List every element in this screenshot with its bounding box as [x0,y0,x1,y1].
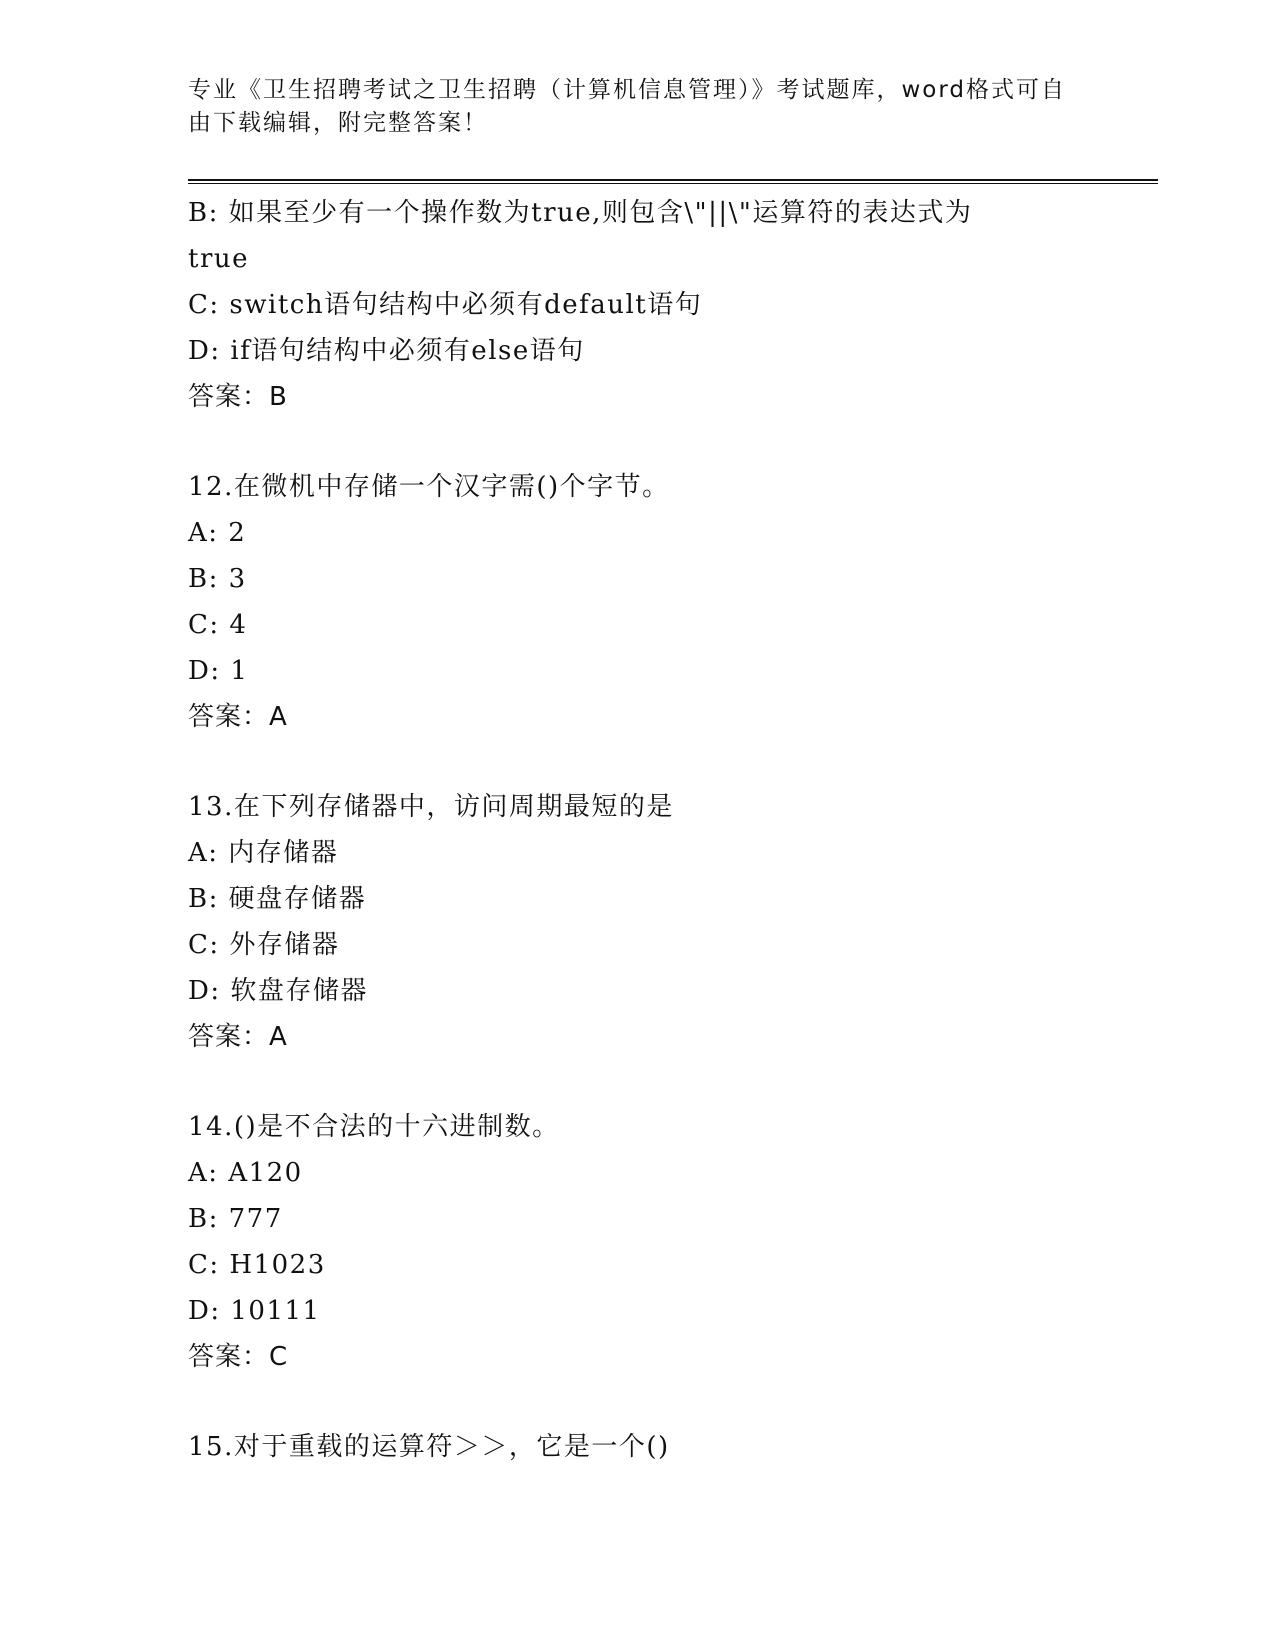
question-13 [188,784,1148,1060]
answer: 答案：B [188,382,288,412]
option-d: D: if语句结构中必须有else语句 [188,336,585,366]
option-c: C: 外存储器 [188,930,340,960]
option-b-continued: true [188,244,250,274]
question-text: 14.()是不合法的十六进制数。 [188,1112,560,1142]
question-spacer [188,420,1148,464]
answer: 答案：A [188,702,288,732]
question-text: 13.在下列存储器中，访问周期最短的是 [188,792,674,822]
option-c: C: 4 [188,610,248,640]
header-divider-thick [188,179,1158,181]
answer: 答案：A [188,1022,288,1052]
header-divider-thin [188,183,1158,184]
question-15 [188,1424,1148,1470]
question-text: 12.在微机中存储一个汉字需()个字节。 [188,472,670,502]
question-spacer [188,1060,1148,1104]
option-d: D: 软盘存储器 [188,976,368,1006]
option-c: C: H1023 [188,1250,326,1280]
option-b: B: 如果至少有一个操作数为true,则包含\"||\"运算符的表达式为 [188,198,973,228]
answer: 答案：C [188,1342,289,1372]
option-a: A: 2 [188,518,247,548]
question-11 [188,190,1148,420]
option-d: D: 10111 [188,1296,321,1326]
question-text: 15.对于重载的运算符＞＞，它是一个() [188,1432,670,1462]
option-c: C: switch语句结构中必须有default语句 [188,290,703,320]
option-a: A: A120 [188,1158,303,1188]
question-14 [188,1104,1148,1380]
header-line-2: 由下载编辑，附完整答案！ [188,110,488,136]
document-header [188,74,1068,140]
question-spacer [188,740,1148,784]
header-line-1: 专业《卫生招聘考试之卫生招聘（计算机信息管理）》考试题库，word格式可自 [188,77,1067,103]
question-list [188,190,1148,1470]
option-b: B: 777 [188,1204,283,1234]
option-d: D: 1 [188,656,249,686]
question-12 [188,464,1148,740]
option-b: B: 硬盘存储器 [188,884,367,914]
option-b: B: 3 [188,564,247,594]
question-spacer [188,1380,1148,1424]
option-a: A: 内存储器 [188,838,339,868]
